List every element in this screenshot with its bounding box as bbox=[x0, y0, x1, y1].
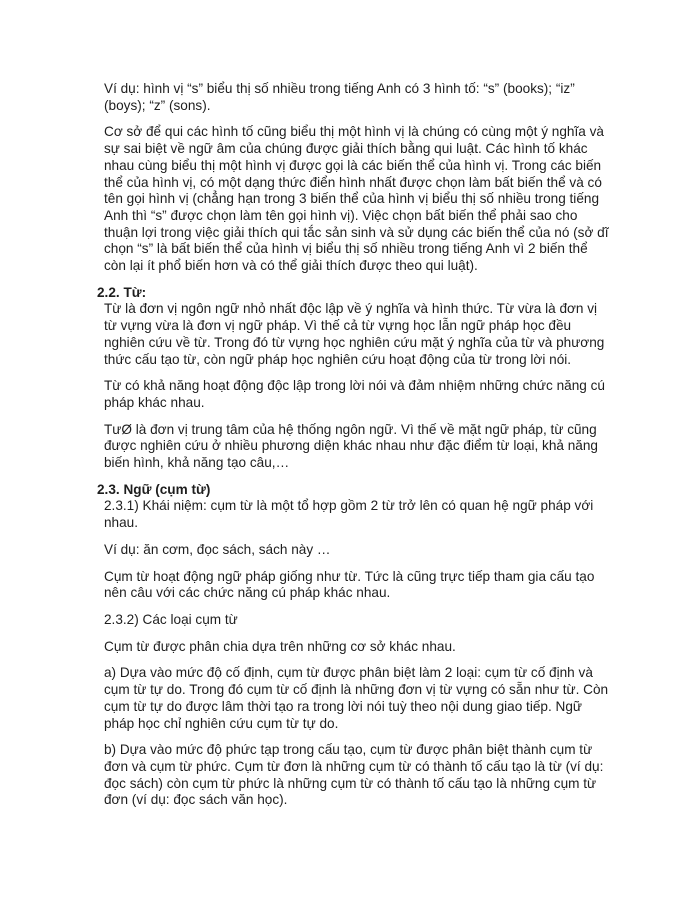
paragraph-phrase-types-title: 2.3.2) Các loại cụm từ bbox=[104, 611, 238, 627]
section-heading-2-3-ngu: 2.3. Ngữ (cụm từ) bbox=[97, 481, 211, 497]
paragraph-word-function: Từ có khả năng hoạt động độc lập trong lời nói và đảm nhiệm những chức năng cú pháp khác nhau. bbox=[104, 378, 605, 410]
paragraph-phrase-concept: 2.3.1) Khái niệm: cụm từ là một tổ hợp gồm 2 từ trở lên có quan hệ ngữ pháp với nhau. bbox=[104, 498, 594, 531]
paragraph-phrase-type-b: b) Dựa vào mức độ phức tạp trong cấu tạo, cụm từ được phân biệt thành cụm từ đơn và cụm từ phức. Cụm từ đơn là những cụm từ có thành tố cấu tạo là từ (ví dụ: đọc sách) còn cụm từ phức là những cụm từ có thành tố cấu tạo là những cụm từ đơn (ví dụ: đọc sách văn học). bbox=[104, 742, 604, 808]
paragraph-phrase-grammar: Cụm từ hoạt động ngữ pháp giống như từ. Tức là cũng trực tiếp tham gia cấu tạo nên câu với các chức năng cú pháp khác nhau. bbox=[104, 568, 595, 601]
paragraph-phrase-examples: Ví dụ: ăn cơm, đọc sách, sách này … bbox=[104, 541, 331, 557]
paragraph-word-definition: Từ là đơn vị ngôn ngữ nhỏ nhất độc lập về ý nghĩa và hình thức. Từ vừa là đơn vị từ vựng vừa là đơn vị ngữ pháp. Vì thế cả từ vựng học lẫn ngữ pháp học đều nghiên cứu về từ. Trong đó từ vựng học nghiên cứu mặt ý nghĩa của từ và phương thức cấu tạo từ, còn ngữ pháp học nghiên cứu hoạt động của từ trong lời nói. bbox=[104, 301, 605, 367]
paragraph-word-central-unit: TưØ là đơn vị trung tâm của hệ thống ngôn ngữ. Vì thế về mặt ngữ pháp, từ cũng được nghiên cứu ở nhiều phương diện khác nhau như đặc điểm từ loại, khả năng biến hình, khả năng tạo câu,… bbox=[104, 421, 598, 471]
paragraph-example-morphs: Ví dụ: hình vị “s” biểu thị số nhiều trong tiếng Anh có 3 hình tố: “s” (books); “iz” (boys); “z” (sons). bbox=[104, 81, 575, 113]
paragraph-morph-variants: Cơ sở để qui các hình tố cũng biểu thị một hình vị là chúng có cùng một ý nghĩa và sự sai biệt về ngữ âm của chúng được giải thích bằng qui luật. Các hình tố khác nhau cùng biểu thị một hình vị được gọi là các biến thể của hình vị. Trong các biến thể của hình vị, có một dạng thức điển hình nhất được chọn làm bất biến thể và có tên gọi hình vị (chẳng hạn trong 3 biến thể của hình vị biểu thị số nhiều trong tiếng Anh thì “s” được chọn làm tên gọi hình vị). Việc chọn bất biến thể phải sao cho thuận lợi trong việc giải thích qui tắc sản sinh và sử dụng các biến thể của nó (sở dĩ chọn “s” là bất biến thể của hình vị biểu thị số nhiều trong tiếng Anh vì 2 biến thể còn lại ít phổ biến hơn và có thể giải thích được theo qui luật). bbox=[104, 124, 609, 274]
paragraph-phrase-classification: Cụm từ được phân chia dựa trên những cơ sở khác nhau. bbox=[104, 638, 456, 654]
paragraph-phrase-type-a: a) Dựa vào mức độ cố định, cụm từ được phân biệt làm 2 loại: cụm từ cố định và cụm từ tự do. Trong đó cụm từ cố định là những đơn vị từ vựng có sẵn như từ. Còn cụm từ tự do được lâm thời tạo ra trong lời nói tuỳ theo nội dung giao tiếp. Ngữ pháp học chỉ nghiên cứu cụm từ tự do. bbox=[104, 665, 609, 731]
section-heading-2-2-tu: 2.2. Từ: bbox=[97, 284, 147, 300]
